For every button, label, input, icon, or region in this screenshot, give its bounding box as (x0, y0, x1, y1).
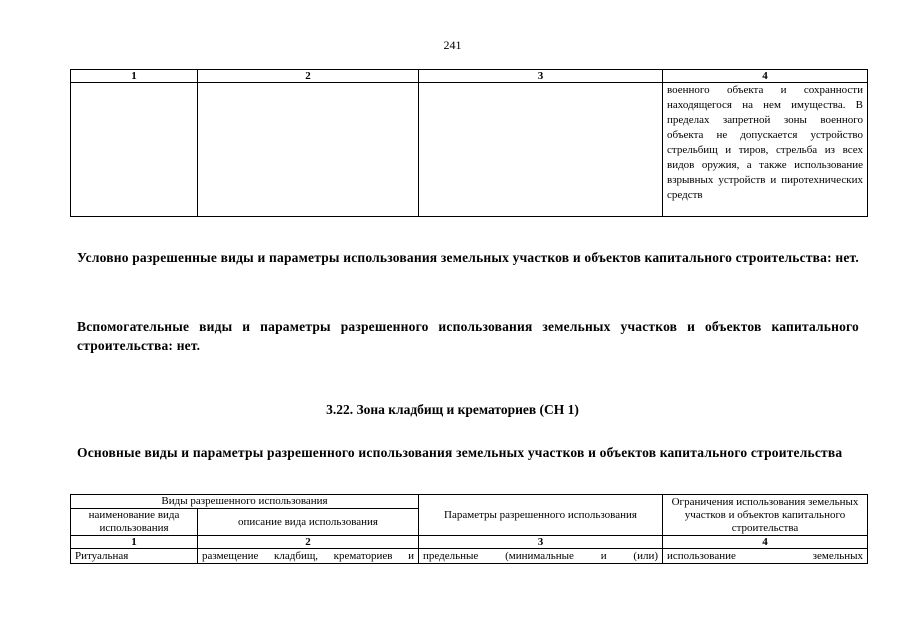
table-header-row (71, 495, 868, 509)
restrictions-header: Ограничения использования земельных участков и объектов капитального строительства (663, 495, 868, 536)
main-uses-table (70, 494, 868, 564)
zone-heading: 3.22. Зона кладбищ и крематориев (СН 1) (326, 402, 579, 417)
column-number-2: 2 (198, 536, 419, 549)
use-params-cell: предельные (минимальные и (или) (419, 549, 663, 564)
uses-group-header: Виды разрешенного использования (71, 495, 419, 509)
main-uses-paragraph: Основные виды и параметры разрешенного использования земельных участков и объектов капитального строительства (77, 445, 843, 460)
use-description-cell: размещение кладбищ, крематориев и (198, 549, 419, 564)
column-number-1: 1 (71, 536, 198, 549)
empty-cell (419, 83, 663, 217)
page-number: 241 (443, 38, 462, 52)
column-number-3: 3 (419, 536, 663, 549)
description-subheader: описание вида использования (198, 509, 419, 536)
use-name-cell: Ритуальная (71, 549, 198, 564)
conditional-uses-paragraph: Условно разрешенные виды и параметры использования земельных участков и объектов капитального строительства: нет. (77, 250, 859, 265)
column-number-2: 2 (198, 70, 419, 83)
params-header: Параметры разрешенного использования (419, 495, 663, 536)
column-number-1: 1 (71, 70, 198, 83)
column-number-4: 4 (663, 536, 868, 549)
continued-table (70, 69, 868, 217)
restrictions-continuation-cell: военного объекта и сохранности находящегося на нем имущества. В пределах запретной зоны военного объекта не допускается устройство стрельбищ и тиров, стрельба из всех видов оружия, а также использование взрывных устройств и пиротехнических средств (663, 83, 868, 217)
table-row (71, 549, 868, 564)
table-header-row (71, 70, 868, 83)
empty-cell (71, 83, 198, 217)
use-restrictions-cell: использование земельных (663, 549, 868, 564)
column-number-4: 4 (663, 70, 868, 83)
auxiliary-uses-paragraph: Вспомогательные виды и параметры разрешенного использования земельных участков и объектов капитального строительства: нет. (77, 319, 859, 353)
column-number-3: 3 (419, 70, 663, 83)
name-subheader: наименование вида использования (71, 509, 198, 536)
empty-cell (198, 83, 419, 217)
column-numbers-row (71, 536, 868, 549)
table-row (71, 83, 868, 217)
